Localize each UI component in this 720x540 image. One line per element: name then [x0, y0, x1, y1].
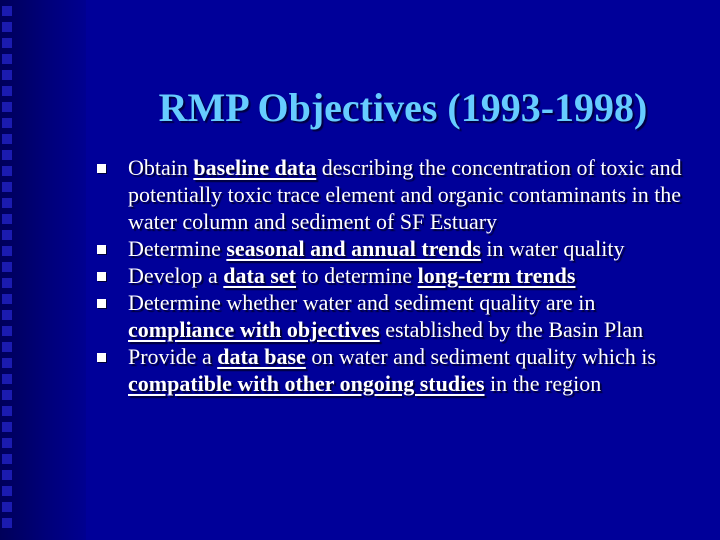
square-bullet-icon: [97, 299, 106, 308]
decorative-square: [2, 70, 12, 80]
square-bullet-icon: [97, 245, 106, 254]
decorative-square: [2, 86, 12, 96]
decorative-square: [2, 38, 12, 48]
bullet-emphasis: long-term trends: [417, 263, 576, 288]
decorative-square: [2, 22, 12, 32]
bullet-text: to determine: [296, 263, 418, 288]
decorative-square: [2, 422, 12, 432]
decorative-square: [2, 246, 12, 256]
decorative-square: [2, 6, 12, 16]
square-bullet-icon: [97, 353, 106, 362]
decorative-square: [2, 470, 12, 480]
bullet-text: on water and sediment quality which is: [305, 344, 656, 369]
decorative-square: [2, 118, 12, 128]
decorative-square: [2, 502, 12, 512]
decorative-square: [2, 486, 12, 496]
decorative-square: [2, 310, 12, 320]
decorative-square: [2, 54, 12, 64]
decorative-square: [2, 150, 12, 160]
bullet-text: Develop a: [128, 263, 224, 288]
bullet-emphasis: data set: [223, 263, 297, 288]
decorative-square-column: [2, 6, 18, 536]
square-bullet-icon: [97, 164, 106, 173]
decorative-square: [2, 438, 12, 448]
decorative-square: [2, 518, 12, 528]
bullet-text: Determine whether water and sediment quality are in: [128, 290, 596, 315]
bullet-text: in the region: [484, 371, 602, 396]
decorative-square: [2, 214, 12, 224]
decorative-square: [2, 374, 12, 384]
decorative-square: [2, 358, 12, 368]
left-decorative-stripe: [0, 0, 86, 540]
bullet-emphasis: data base: [217, 344, 306, 369]
bullet-emphasis: baseline data: [193, 155, 317, 180]
list-item: [97, 235, 707, 262]
decorative-square: [2, 198, 12, 208]
bullet-text: Determine: [128, 236, 227, 261]
decorative-square: [2, 102, 12, 112]
bullet-text: Provide a: [128, 344, 218, 369]
bullet-text: Obtain: [128, 155, 194, 180]
bullet-emphasis: compatible with other ongoing studies: [128, 371, 485, 396]
decorative-square: [2, 262, 12, 272]
list-item: [97, 154, 707, 235]
decorative-square: [2, 342, 12, 352]
decorative-square: [2, 166, 12, 176]
decorative-square: [2, 406, 12, 416]
bullet-text: in water quality: [480, 236, 625, 261]
bullet-text: describing the concentration of toxic and potentially toxic trace element and organic contaminants in the water column and sediment of SF Estuary: [128, 155, 682, 234]
decorative-square: [2, 278, 12, 288]
bullet-emphasis: seasonal and annual trends: [226, 236, 481, 261]
square-bullet-icon: [97, 272, 106, 281]
bullet-text: established by the Basin Plan: [379, 317, 644, 342]
decorative-square: [2, 294, 12, 304]
list-item: [97, 262, 707, 289]
decorative-square: [2, 182, 12, 192]
decorative-square: [2, 326, 12, 336]
decorative-square: [2, 134, 12, 144]
objectives-list: [97, 154, 707, 397]
decorative-square: [2, 230, 12, 240]
decorative-square: [2, 454, 12, 464]
bullet-emphasis: compliance with objectives: [128, 317, 380, 342]
list-item: [97, 343, 707, 397]
decorative-square: [2, 390, 12, 400]
list-item: [97, 289, 707, 343]
slide-title: RMP Objectives (1993-1998): [158, 85, 648, 130]
